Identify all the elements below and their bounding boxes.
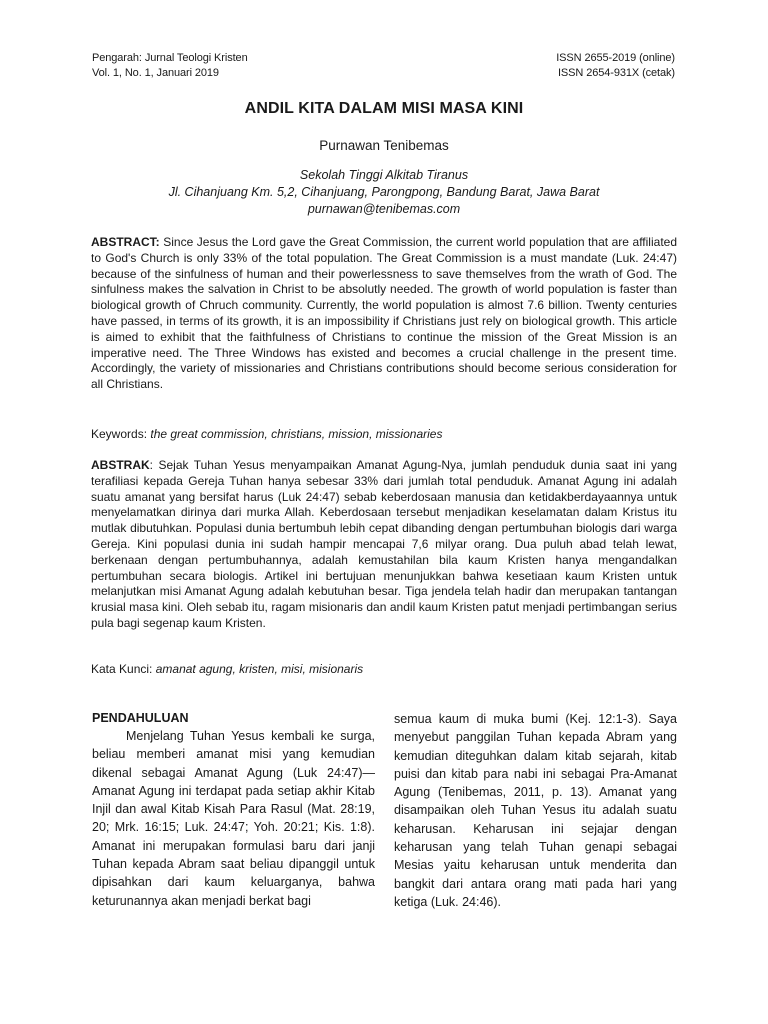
abstract-english bbox=[91, 235, 677, 393]
body-column-right bbox=[394, 710, 677, 911]
journal-header-right bbox=[556, 51, 675, 81]
journal-name: Pengarah: Jurnal Teologi Kristen bbox=[92, 52, 248, 64]
author-affiliation bbox=[0, 167, 768, 218]
abstract-indonesian bbox=[91, 458, 677, 632]
abstrak-label: ABSTRAK bbox=[91, 458, 150, 472]
keywords-indonesian bbox=[91, 661, 363, 677]
author-name: Purnawan Tenibemas bbox=[319, 138, 449, 153]
kata-kunci-label: Kata Kunci: bbox=[91, 662, 156, 676]
issn-print: ISSN 2654-931X (cetak) bbox=[557, 67, 675, 79]
body-column-left bbox=[92, 709, 375, 910]
kata-kunci-terms: amanat agung, kristen, misi, misionaris bbox=[155, 662, 364, 676]
abstract-label: ABSTRACT: bbox=[91, 235, 160, 249]
keywords-english bbox=[91, 426, 442, 442]
email: purnawan@tenibemas.com bbox=[307, 202, 461, 216]
issn-online: ISSN 2655-2019 (online) bbox=[556, 52, 675, 64]
institution: Sekolah Tinggi Alkitab Tiranus bbox=[299, 168, 469, 182]
body-paragraph-continued: semua kaum di muka bumi (Kej. 12:1-3). Saya menyebut panggilan Tuhan kepada Abram yang kemudian diteguhkan dalam kitab sejarah, kitab puisi dan kitab para nabi ini sebagai Pra-Amanat Agung (Tenibemas, 2011, p. 13). Amanat yang disampaikan oleh Tuhan Yesus itu adalah suatu keharusan. Keharusan ini sejajar dengan keharusan yang telah Tuhan genapi sebagai Mesias yaitu keharusan untuk menderita dan bangkit dari antara orang mati pada hari yang ketiga (Luk. 24:46). bbox=[394, 712, 677, 909]
journal-header-left bbox=[92, 51, 248, 81]
section-heading: PENDAHULUAN bbox=[92, 711, 189, 725]
keywords-terms: the great commission, christians, mission, missionaries bbox=[150, 427, 443, 441]
address: Jl. Cihanjuang Km. 5,2, Cihanjuang, Parongpong, Bandung Barat, Jawa Barat bbox=[168, 185, 600, 199]
article-title: ANDIL KITA DALAM MISI MASA KINI bbox=[244, 100, 524, 117]
abstrak-text: : Sejak Tuhan Yesus menyampaikan Amanat Agung-Nya, jumlah penduduk dunia saat ini yang terafiliasi kepada Gereja Tuhan hanya sebesar 33% dari jumlah total penduduk. Amanat Agung ini adalah suatu amanat yang bersifat harus (Luk 24:47) sebab keberdosaan manusia dan ketidakberdayaannya untuk menyelamatkan dirinya dari murka Allah. Keberdosaan tersebut menjadikan keselamatan dalam Kristus itu mutlak dibutuhkan. Populasi dunia bertumbuh lebih cepat dibanding dengan pertumbuhan biologis dari warga Gereja. Kini populasi dunia ini sudah hampir mencapai 7,6 milyar orang. Dua puluh abad telah lewat, berkenaan dengan pertumbuhannya, adalah kemustahilan bila kaum Kristen hanya mengandalkan pertumbuhan secara biologis. Artikel ini bertujuan menunjukkan bahwa kesetiaan kaum Kristen untuk melanjutkan misi Amanat Agung adalah kebutuhan besar. Tiga jendela telah hadir dan merupakan tantangan krusial masa kini. Oleh sebab itu, ragam misionaris dan andil kaum Kristen patut menjadi pertimbangan serius pula bagi segenap kaum Kristen. bbox=[91, 458, 677, 630]
journal-volume: Vol. 1, No. 1, Januari 2019 bbox=[92, 67, 219, 79]
body-paragraph: Menjelang Tuhan Yesus kembali ke surga, beliau memberi amanat misi yang kemudian dikenal sebagai Amanat Agung (Luk 24:47)—Amanat Agung ini terdapat pada setiap akhir Kitab Injil dan awal Kitab Kisah Para Rasul (Mat. 28:19, 20; Mrk. 16:15; Luk. 24:47; Yoh. 20:21; Kis. 1:8). Amanat ini merupakan formulasi baru dari janji Tuhan kepada Abram saat beliau dipanggil untuk dipisahkan dari kaum keluarganya, bahwa keturunannya akan menjadi berkat bagi bbox=[92, 729, 375, 908]
keywords-label: Keywords: bbox=[91, 427, 151, 441]
abstract-text: Since Jesus the Lord gave the Great Commission, the current world population that are affiliated to God's Church is only 33% of the total population. The Great Commission is a must mandate (Luk. 24:47) because of the sinfulness of human and their powerlessness to save themselves from the wrath of God. The sinfulness makes the salvation in Christ to be absolutly needed. The growth of world population is faster than biological growth of Chruch community. Currently, the world population is almost 7.6 billion. Twenty centuries have passed, in terms of its growth, it is an impossibility if Christians just rely on biological growth. This article is aimed to exhibit that the faithfulness of Christians to continue the mission of the Great Mission is an imperative need. The Three Windows has existed and becomes a crucial challenge in the present time. Accordingly, the variety of missionaries and Christians contributions should become serious consideration for all Christians. bbox=[91, 235, 677, 392]
